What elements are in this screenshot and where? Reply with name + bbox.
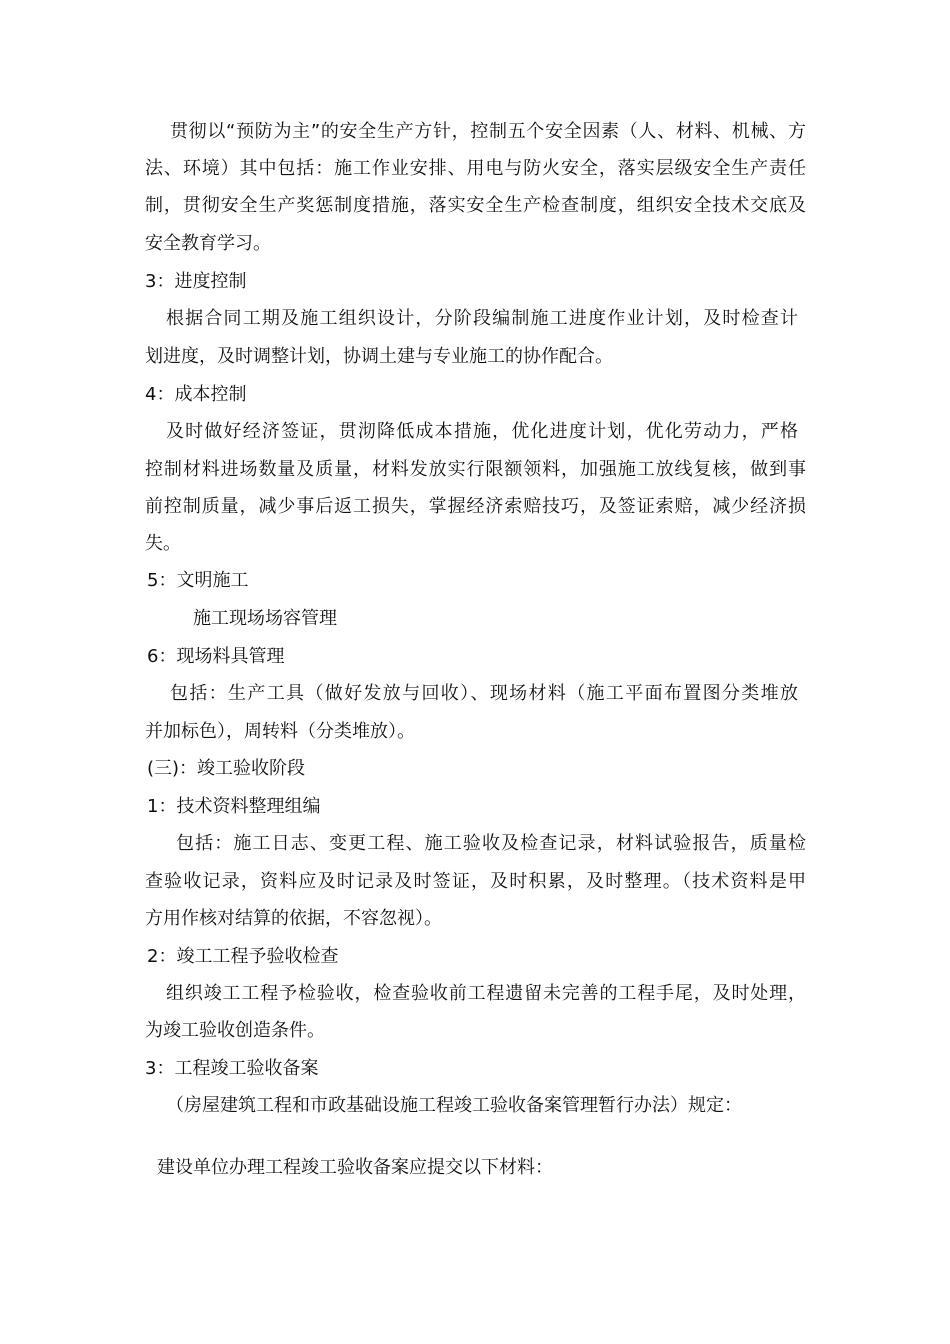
section-heading: 6：现场料具管理 — [147, 646, 285, 667]
paragraph-line: 包括：生产工具（做好发放与回收）、现场材料（施工平面布置图分类堆放 — [170, 683, 798, 704]
paragraph-line: 失。 — [145, 533, 181, 554]
section-heading: 3：工程竣工验收备案 — [145, 1058, 319, 1079]
paragraph-line: 法、环境）其中包括：施工作业安排、用电与防火安全，落实层级安全生产责任 — [145, 158, 806, 179]
paragraph-line: 根据合同工期及施工组织设计，分阶段编制施工进度作业计划，及时检查计 — [166, 308, 798, 329]
section-heading: 5：文明施工 — [147, 570, 249, 591]
section-heading: 2：竣工工程予验收检查 — [147, 946, 339, 967]
paragraph-line: 贯彻以“预防为主”的安全生产方针，控制五个安全因素（人、材料、机械、方 — [170, 121, 806, 142]
section-heading: 3：进度控制 — [145, 271, 247, 292]
paragraph-line: 及时做好经济签证，贯沏降低成本措施，优化进度计划，优化劳动力，严格 — [166, 421, 798, 442]
paragraph-line: 为竣工验收创造条件。 — [145, 1020, 325, 1041]
paragraph-line: 安全教育学习。 — [145, 233, 271, 254]
paragraph-line: 方用作核对结算的依据，不容忽视）。 — [145, 908, 442, 929]
paragraph-line: 前控制质量，减少事后返工损失，掌握经济索赔技巧，及签证索赔，减少经济损 — [145, 496, 806, 517]
paragraph-line: 划进度，及时调整计划，协调土建与专业施工的协作配合。 — [145, 346, 613, 367]
section-heading: (三)：竣工验收阶段 — [147, 758, 306, 779]
paragraph-line: 施工现场场容管理 — [193, 608, 337, 629]
paragraph-line: 查验收记录，资料应及时记录及时签证，及时积累，及时整理。（技术资料是甲 — [145, 871, 806, 892]
paragraph-line: 控制材料进场数量及质量，材料发放实行限额领料，加强施工放线复核，做到事 — [145, 459, 806, 480]
paragraph-line: 建设单位办理工程竣工验收备案应提交以下材料： — [157, 1157, 553, 1178]
paragraph-line: 制，贯彻安全生产奖惩制度措施，落实安全生产检查制度，组织安全技术交底及 — [145, 195, 806, 216]
paragraph-line: 组织竣工工程予检验收，检查验收前工程遗留未完善的工程手尾，及时处理， — [166, 983, 806, 1004]
paragraph-line: （房屋建筑工程和市政基础设施工程竣工验收备案管理暂行办法）规定： — [166, 1095, 742, 1116]
paragraph-line: 包括：施工日志、变更工程、施工验收及检查记录，材料试验报告，质量检 — [176, 833, 806, 854]
paragraph-line: 并加标色），周转料（分类堆放）。 — [145, 721, 415, 742]
section-heading: 1：技术资料整理组编 — [147, 796, 321, 817]
section-heading: 4：成本控制 — [145, 384, 247, 405]
